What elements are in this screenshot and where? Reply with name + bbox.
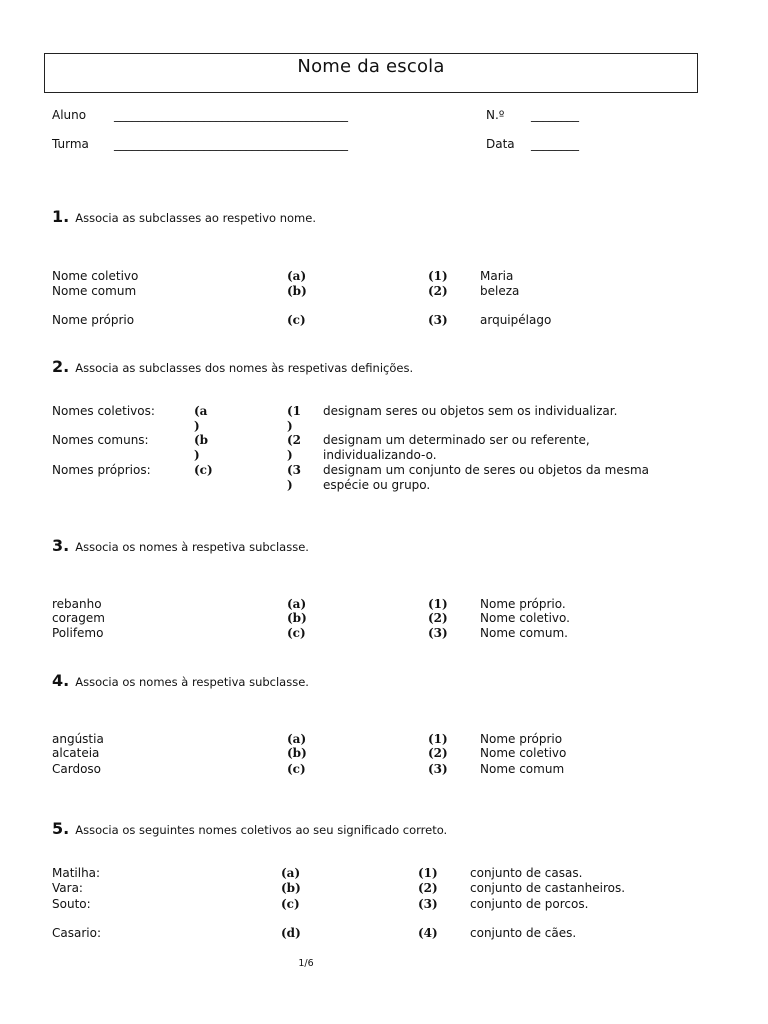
q3-row2-num: (2) [428,611,448,625]
q3-row1-num: (1) [428,597,448,611]
q3-row2-right: Nome coletivo. [480,611,570,625]
q3-row3-letter: (c) [287,626,306,640]
question-1-text: Associa as subclasses ao respetivo nome. [75,211,316,225]
q1-row1-num: (1) [428,269,448,283]
aluno-label: Aluno [52,108,87,122]
q3-row3-right: Nome comum. [480,626,568,640]
school-name-box [44,53,698,93]
q5-row4-right: conjunto de cães. [470,926,577,940]
q4-row3-letter: (c) [287,762,306,776]
q5-row2-letter: (b) [281,881,301,895]
question-1-number: 1. [52,207,70,226]
q1-row3-num: (3) [428,313,448,327]
q1-row3-right: arquipélago [480,313,552,327]
q5-row2-right: conjunto de castanheiros. [470,881,626,895]
q2-row1-letter: (a ) [194,404,208,433]
q4-row1-right: Nome próprio [480,732,563,746]
q4-row1-left: angústia [52,732,104,746]
turma-label: Turma [52,137,89,151]
q2-row2-num: (2 ) [287,433,302,462]
q5-row3-num: (3) [418,897,438,911]
q4-row3-right: Nome comum [480,762,565,776]
question-3-number: 3. [52,536,70,555]
q2-row3-num: (3 ) [287,463,302,492]
question-2-number: 2. [52,357,70,376]
question-4-text: Associa os nomes à respetiva subclasse. [75,675,309,689]
q5-row1-right: conjunto de casas. [470,866,583,880]
question-5-number: 5. [52,819,70,838]
question-5-text: Associa os seguintes nomes coletivos ao seu significado correto. [75,823,448,837]
q5-row2-num: (2) [418,881,438,895]
q5-row1-left: Matilha: [52,866,101,880]
question-3-title [52,536,309,555]
aluno-field[interactable]: _______________________________________ [114,108,348,122]
q2-row2-right: designam um determinado ser ou referente, individualizando-o. [323,433,590,462]
q5-row1-num: (1) [418,866,438,880]
page-number: 1/6 [298,958,314,969]
q5-row4-num: (4) [418,926,438,940]
q4-row1-num: (1) [428,732,448,746]
question-4-number: 4. [52,671,70,690]
q3-row3-left: Polifemo [52,626,104,640]
q4-row2-num: (2) [428,746,448,760]
q2-row2-left: Nomes comuns: [52,433,149,447]
q4-row3-num: (3) [428,762,448,776]
q1-row2-right: beleza [480,284,520,298]
q1-row1-right: Maria [480,269,514,283]
q3-row1-letter: (a) [287,597,307,611]
q2-row3-left: Nomes próprios: [52,463,151,477]
q5-row4-letter: (d) [281,926,301,940]
q2-row1-left: Nomes coletivos: [52,404,155,418]
data-label: Data [486,137,515,151]
q3-row1-left: rebanho [52,597,102,611]
numero-field[interactable]: ________ [531,108,579,122]
question-2-text: Associa as subclasses dos nomes às respetivas definições. [75,361,414,375]
question-1-title [52,207,316,226]
q5-row3-right: conjunto de porcos. [470,897,589,911]
q3-row1-right: Nome próprio. [480,597,566,611]
numero-label: N.º [486,108,505,122]
question-5-title [52,819,447,838]
question-4-title [52,671,309,690]
q1-row1-letter: (a) [287,269,307,283]
q1-row2-left: Nome comum [52,284,137,298]
q2-row1-right: designam seres ou objetos sem os individualizar. [323,404,618,418]
q5-row3-letter: (c) [281,897,300,911]
q5-row1-letter: (a) [281,866,301,880]
question-3-text: Associa os nomes à respetiva subclasse. [75,540,309,554]
q2-row2-letter: (b ) [194,433,209,462]
q1-row1-left: Nome coletivo [52,269,139,283]
school-name: Nome da escola [297,56,445,77]
q3-row2-left: coragem [52,611,105,625]
q3-row3-num: (3) [428,626,448,640]
data-field[interactable]: ________ [531,137,579,151]
q4-row2-letter: (b) [287,746,307,760]
q1-row3-left: Nome próprio [52,313,135,327]
q3-row2-letter: (b) [287,611,307,625]
q1-row2-letter: (b) [287,284,307,298]
q4-row2-left: alcateia [52,746,100,760]
q4-row3-left: Cardoso [52,762,102,776]
q5-row4-left: Casario: [52,926,101,940]
q1-row2-num: (2) [428,284,448,298]
question-2-title [52,357,413,376]
q2-row3-letter: (c) [194,463,213,477]
q1-row3-letter: (c) [287,313,306,327]
turma-field[interactable]: _______________________________________ [114,137,348,151]
q4-row1-letter: (a) [287,732,307,746]
q5-row2-left: Vara: [52,881,83,895]
q2-row1-num: (1 ) [287,404,302,433]
q4-row2-right: Nome coletivo [480,746,567,760]
q2-row3-right: designam um conjunto de seres ou objetos da mesma espécie ou grupo. [323,463,649,492]
q5-row3-left: Souto: [52,897,91,911]
